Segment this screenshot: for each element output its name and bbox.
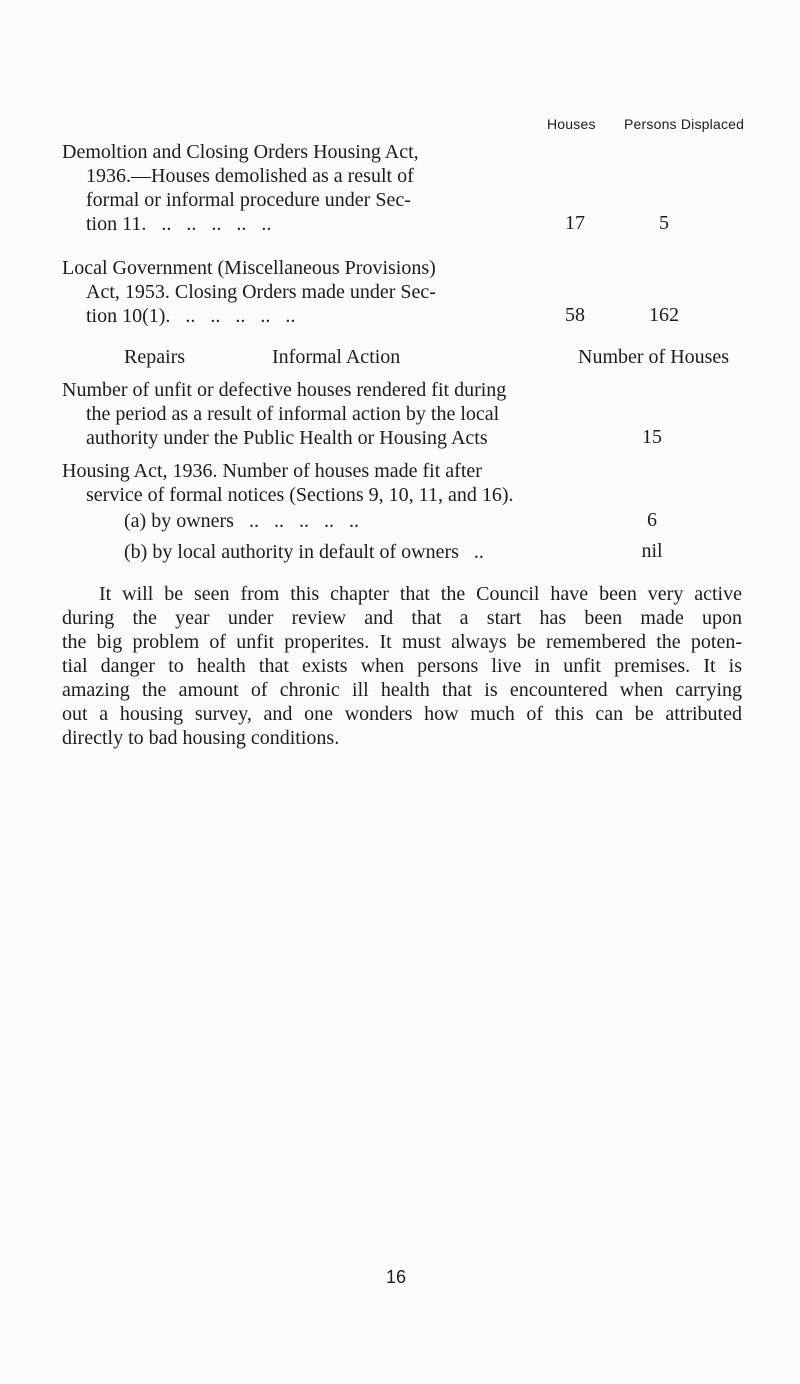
demolition-line-3: formal or informal procedure under Sec- <box>86 189 411 211</box>
demolition-line-4: tion 11. .. .. .. .. .. <box>86 213 272 235</box>
demolition-houses-value: 17 <box>565 212 585 234</box>
houses-column-header: Houses <box>547 116 596 132</box>
formal-line-2: service of formal notices (Sections 9, 10, 11, and 16). <box>86 484 514 506</box>
paragraph-line: the big problem of unfit properites. It must always be remembered the poten- <box>62 631 742 653</box>
closing-orders-line-3: tion 10(1). .. .. .. .. .. <box>86 305 296 327</box>
informal-action-description <box>62 378 506 450</box>
paragraph-line: amazing the amount of chronic ill health that is encountered when carrying <box>62 679 742 701</box>
informal-line-1: Number of unfit or defective houses rendered fit during <box>62 379 507 401</box>
closing-orders-line-2: Act, 1953. Closing Orders made under Sec- <box>86 281 436 303</box>
closing-orders-row-label <box>62 256 436 328</box>
informal-line-3: authority under the Public Health or Housing Acts <box>86 427 488 449</box>
page-number: 16 <box>386 1267 407 1287</box>
closing-orders-line-1: Local Government (Miscellaneous Provisions) <box>62 257 436 279</box>
by-authority-label: (b) by local authority in default of owners .. <box>124 541 484 563</box>
informal-line-2: the period as a result of informal action by the local <box>86 403 500 425</box>
demolition-row-label <box>62 140 419 236</box>
repairs-heading: Repairs <box>124 346 186 368</box>
by-owners-value: 6 <box>647 509 657 531</box>
demolition-line-1: Demoltion and Closing Orders Housing Act, <box>62 141 419 163</box>
formal-line-1: Housing Act, 1936. Number of houses made fit after <box>62 460 482 482</box>
paragraph-line: out a housing survey, and one wonders how much of this can be attributed <box>62 703 742 725</box>
closing-orders-persons-value: 162 <box>649 304 679 326</box>
by-authority-value: nil <box>641 540 663 562</box>
informal-action-heading: Informal Action <box>272 346 401 368</box>
formal-notices-description <box>62 459 513 507</box>
paragraph-line: It will be seen from this chapter that the Council have been very active <box>99 583 742 605</box>
number-of-houses-heading: Number of Houses <box>578 346 730 368</box>
demolition-line-2: 1936.—Houses demolished as a result of <box>86 165 414 187</box>
paragraph-line: directly to bad housing conditions. <box>62 727 340 749</box>
informal-action-value: 15 <box>642 426 662 448</box>
persons-displaced-column-header: Persons Displaced <box>624 116 745 132</box>
paragraph-line: during the year under review and that a start has been made upon <box>62 607 742 629</box>
demolition-persons-value: 5 <box>659 212 669 234</box>
closing-orders-houses-value: 58 <box>565 304 585 326</box>
paragraph-line: tial danger to health that exists when persons live in unfit premises. It is <box>62 655 742 677</box>
closing-paragraph <box>62 582 742 750</box>
by-owners-label: (a) by owners .. .. .. .. .. <box>124 510 359 532</box>
